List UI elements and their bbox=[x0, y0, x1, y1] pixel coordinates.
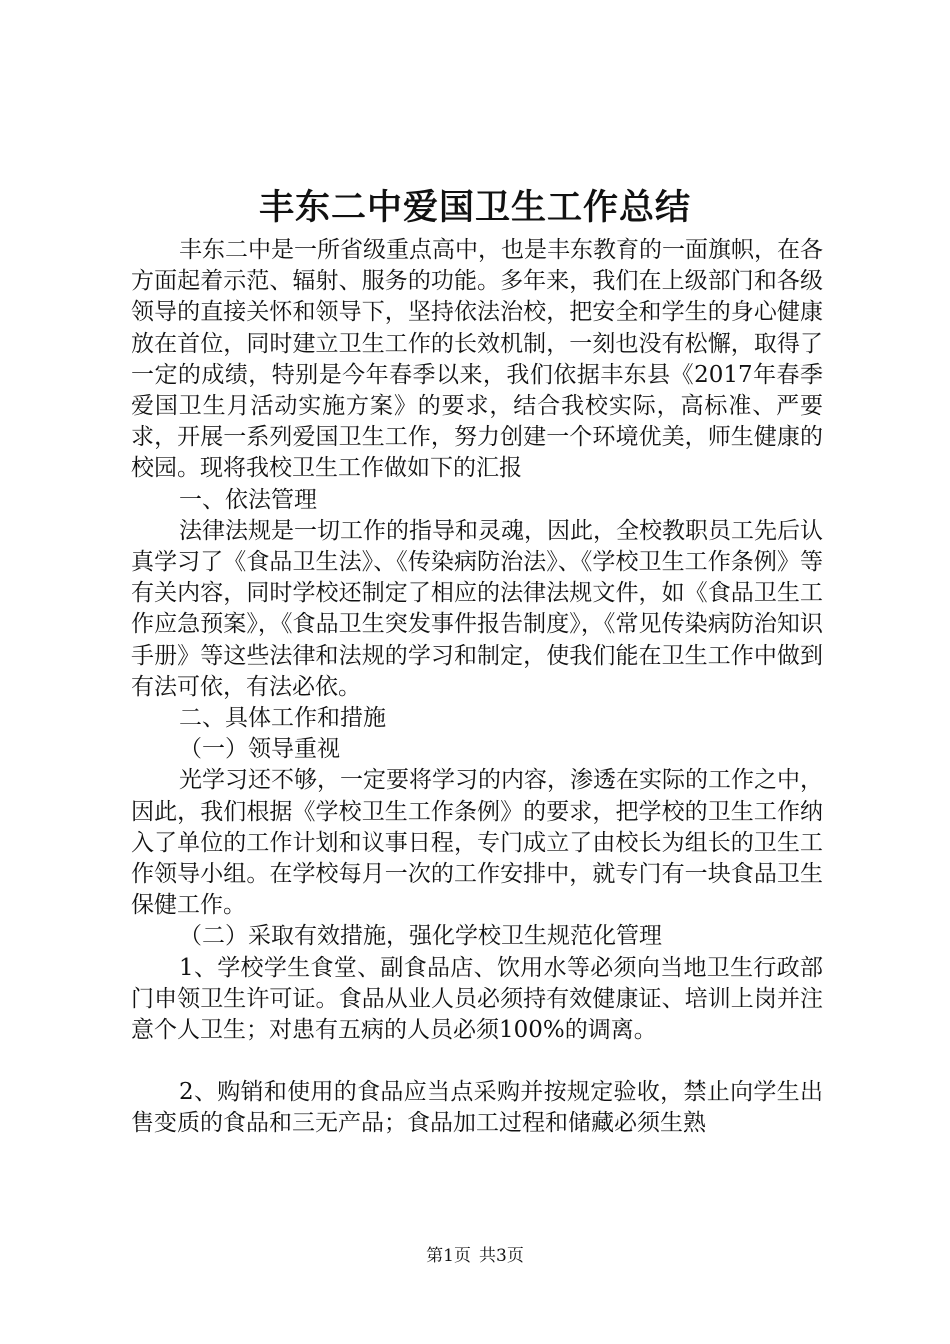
section-1-paragraph: 法律法规是一切工作的指导和灵魂，因此，全校教职员工先后认真学习了《食品卫生法》、《传染病防治法》、《学校卫生工作条例》等有关内容，同时学校还制定了相应的法律法规文件，如《食品卫生工作应急预案》，《食品卫生突发事件报告制度》，《常见传染病防治知识手册》等这些法律和法规的学习和制定，使我们能在卫生工作中做到有法可依，有法必依。 bbox=[131, 517, 823, 700]
measure-item-1: 1、学校学生食堂、副食品店、饮用水等必须向当地卫生行政部门申领卫生许可证。食品从业人员必须持有效健康证、培训上岗并注意个人卫生；对患有五病的人员必须100%的调离。 bbox=[131, 954, 823, 1044]
subsection-1-paragraph: 光学习还不够，一定要将学习的内容，渗透在实际的工作之中，因此，我们根据《学校卫生工作条例》的要求，把学校的卫生工作纳入了单位的工作计划和议事日程，专门成立了由校长为组长的卫生工作领导小组。在学校每月一次的工作安排中，就专门有一块食品卫生保健工作。 bbox=[131, 767, 823, 919]
subsection-heading-1: （一）领导重视 bbox=[179, 736, 340, 763]
document-title: 丰东二中爱国卫生工作总结 bbox=[258, 187, 691, 228]
section-heading-2: 二、具体工作和措施 bbox=[179, 705, 386, 732]
document-body bbox=[131, 235, 823, 1140]
subsection-heading-2: （二）采取有效措施，强化学校卫生规范化管理 bbox=[179, 923, 662, 950]
measure-item-2: 2、购销和使用的食品应当点采购并按规定验收，禁止向学生出售变质的食品和三无产品；食品加工过程和储藏必须生熟 bbox=[131, 1079, 823, 1137]
page-number: 第1页 bbox=[426, 1246, 471, 1266]
section-heading-1: 一、依法管理 bbox=[179, 486, 317, 513]
page-footer bbox=[0, 1245, 950, 1267]
page-total: 共3页 bbox=[479, 1246, 524, 1266]
intro-paragraph: 丰东二中是一所省级重点高中，也是丰东教育的一面旗帜，在各方面起着示范、辐射、服务的功能。多年来，我们在上级部门和各级领导的直接关怀和领导下，坚持依法治校，把安全和学生的身心健康放在首位，同时建立卫生工作的长效机制，一刻也没有松懈，取得了一定的成绩，特别是今年春季以来，我们依据丰东县《2017年春季爱国卫生月活动实施方案》的要求，结合我校实际，高标准、严要求，开展一系列爱国卫生工作，努力创建一个环境优美，师生健康的校园。现将我校卫生工作做如下的汇报 bbox=[131, 237, 823, 482]
